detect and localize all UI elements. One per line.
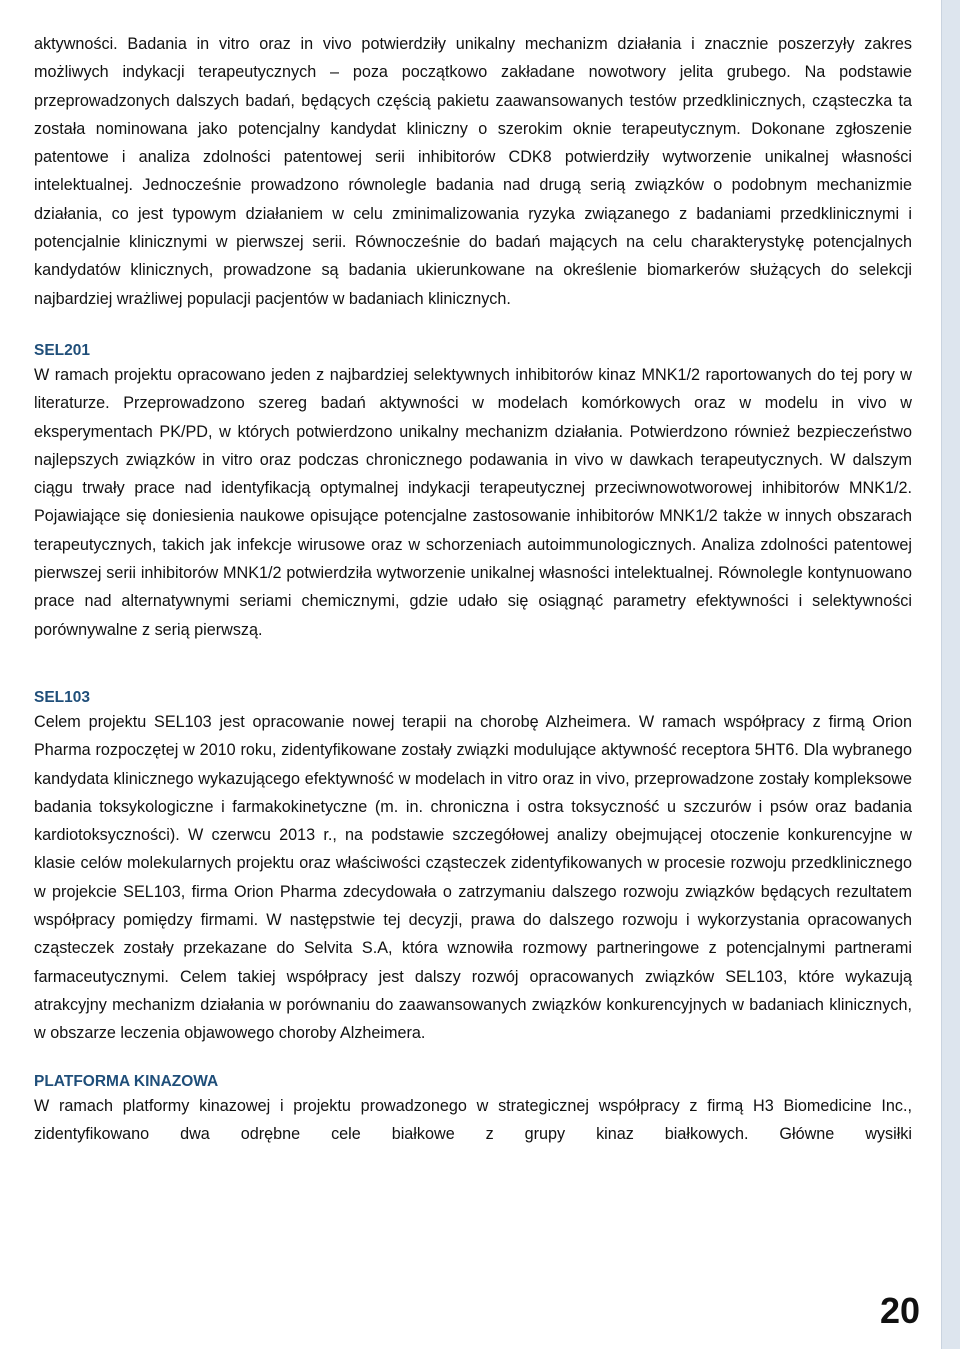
section-text-platforma-kinazowa: W ramach platformy kinazowej i projektu prowadzonego w strategicznej współpracy z firmą H3 Biomedicine Inc., zidentyfikowano dwa odrębne cele białkowe z grupy kinaz białkowych. Główne wysiłki <box>34 1096 912 1143</box>
section-text-sel201: W ramach projektu opracowano jeden z najbardziej selektywnych inhibitorów kinaz MNK1/2 raportowanych do tej pory w literaturze. Przeprowadzono szereg badań aktywności w modelach komórkowych oraz w modelu in vivo w eksperymentach PK/PD, w których potwierdzono unikalny mechanizm działania. Potwierdzono również bezpieczeństwo najlepszych związków in vitro oraz podczas chronicznego podawania in vivo w dawkach terapeutycznych. W dalszym ciągu trwały prace nad identyfikacją optymalnej indykacji terapeutycznej przeciwnowotworowej inhibitorów MNK1/2. Pojawiające się doniesienia naukowe opisujące potencjalne zastosowanie inhibitorów MNK1/2 także w innych obszarach terapeutycznych, takich jak infekcje wirusowe oraz w schorzeniach autoimmunologicznych. Analiza zdolności patentowej pierwszej serii inhibitorów MNK1/2 potwierdziła wytworzenie unikalnej własności intelektualnej. Równolegle kontynuowano prace nad alternatywnymi seriami chemicznymi, gdzie udało się osiągnąć parametry efektywności i selektywności porównywalne z serią pierwszą. <box>34 365 912 639</box>
page-number: 20 <box>879 1290 920 1331</box>
section-text-sel103: Celem projektu SEL103 jest opracowanie nowej terapii na chorobę Alzheimera. W ramach współpracy z firmą Orion Pharma rozpoczętej w 2010 roku, zidentyfikowane zostały związki modulujące aktywność receptora 5HT6. Dla wybranego kandydata klinicznego wykazującego efektywność w modelach in vitro oraz in vivo, przeprowadzone zostały kompleksowe badania toksykologiczne i farmakokinetyczne (m. in. chroniczna i ostra toksyczność u szczurów i psów oraz badania kardiotoksyczności). W czerwcu 2013 r., na podstawie szczegółowej analizy obejmującej otoczenie konkurencyjne w klasie celów molekularnych projektu oraz właściwości cząsteczek zidentyfikowanych w procesie rozwoju przedklinicznego w projekcie SEL103, firma Orion Pharma zdecydowała o zatrzymaniu dalszego rozwoju związków będących rezultatem współpracy pomiędzy firmami. W następstwie tej decyzji, prawa do dalszego rozwoju i wykorzystania opracowanych cząsteczek zostały przekazane do Selvita S.A, która wznowiła rozmowy partneringowe z potencjalnymi partnerami farmaceutycznymi. Celem takiej współpracy jest dalszy rozwój opracowanych związków SEL103, które wykazują atrakcyjny mechanizm działania w porównaniu do zaawansowanych związków konkurencyjnych w badaniach klinicznych, w obszarze leczenia objawowego choroby Alzheimera. <box>34 712 912 1043</box>
section-title-platforma-kinazowa: PLATFORMA KINAZOWA <box>34 1072 219 1090</box>
document-page <box>34 30 912 1148</box>
page-side-bar <box>941 0 960 1349</box>
section-title-sel201: SEL201 <box>34 341 91 359</box>
section-title-sel103: SEL103 <box>34 688 91 706</box>
intro-paragraph: aktywności. Badania in vitro oraz in vivo potwierdziły unikalny mechanizm działania i znacznie poszerzyły zakres możliwych indykacji terapeutycznych – poza początkowo zakładane nowotwory jelita grubego. Na podstawie przeprowadzonych dalszych badań, będących częścią pakietu zaawansowanych testów przedklinicznych, cząsteczka ta została nominowana jako potencjalny kandydat kliniczny o szerokim oknie terapeutycznym. Dokonane zgłoszenie patentowe i analiza zdolności patentowej serii inhibitorów CDK8 potwierdziły wytworzenie unikalnej własności intelektualnej. Jednocześnie prowadzono równolegle badania nad drugą serią związków o podobnym mechanizmie działania, co jest typowym działaniem w celu zminimalizowania ryzyka związanego z badaniami przedklinicznymi i potencjalnie klinicznymi w pierwszej serii. Równocześnie do badań mających na celu charakterystykę potencjalnych kandydatów klinicznych, prowadzone są badania ukierunkowane na określenie biomarkerów służących do selekcji najbardziej wrażliwej populacji pacjentów w badaniach klinicznych. <box>34 35 912 308</box>
